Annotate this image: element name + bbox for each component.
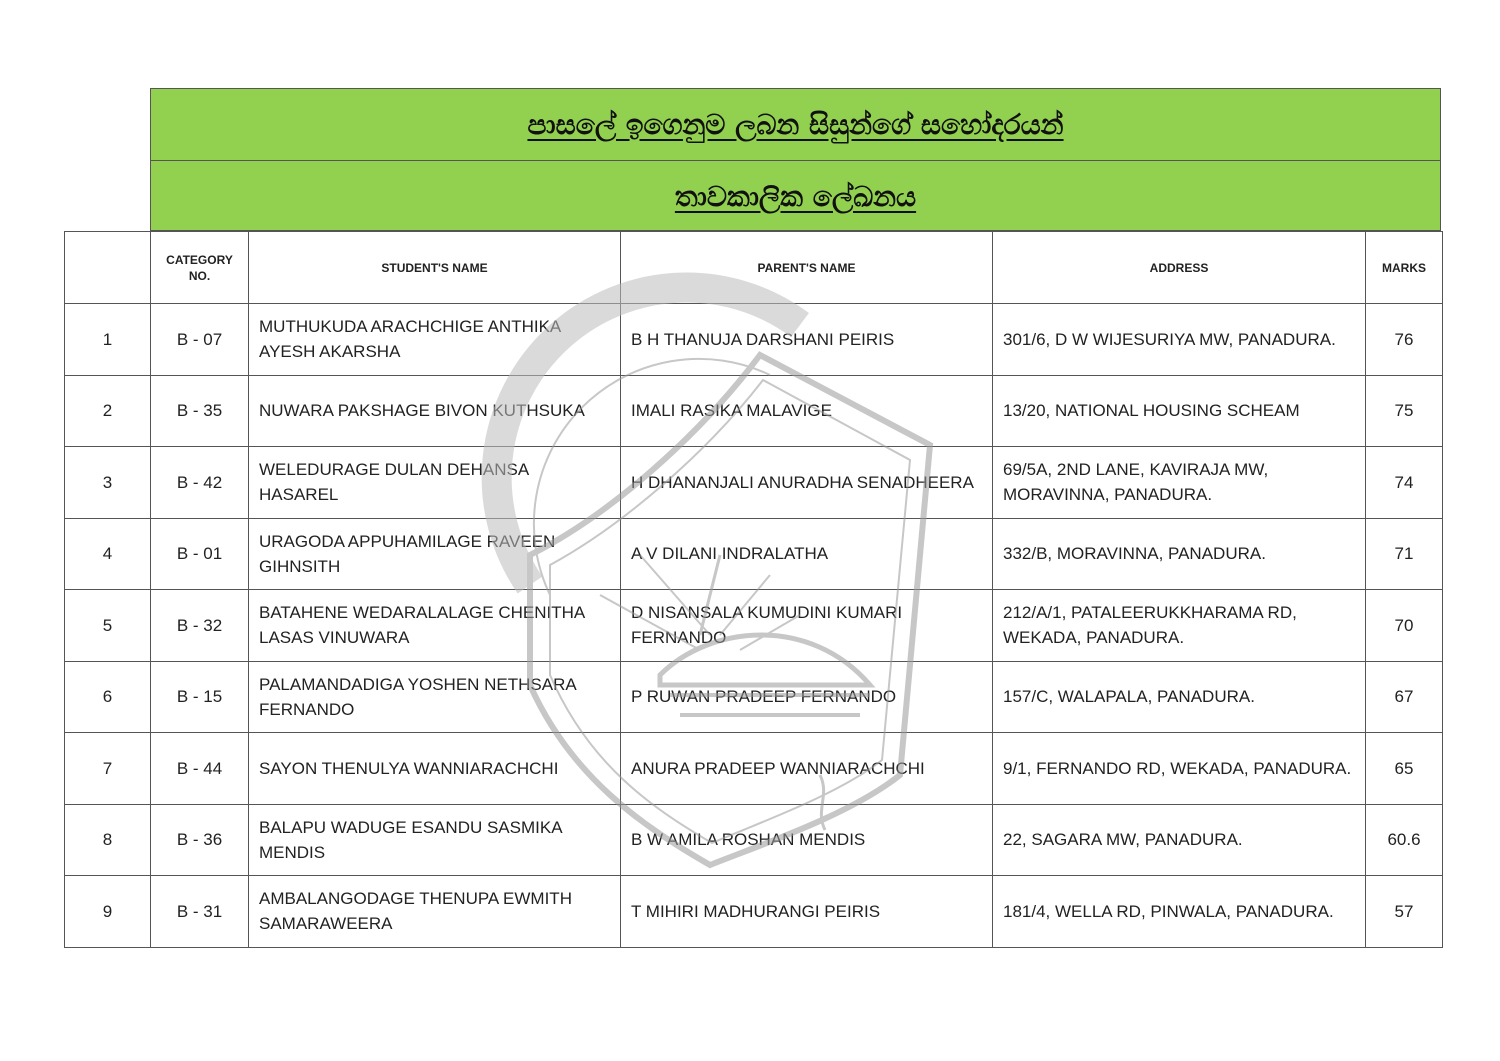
parent-name: H DHANANJALI ANURADHA SENADHEERA — [621, 447, 993, 519]
parent-name: B H THANUJA DARSHANI PEIRIS — [621, 304, 993, 376]
row-number: 4 — [65, 518, 151, 590]
row-number: 3 — [65, 447, 151, 519]
student-name: BALAPU WADUGE ESANDU SASMIKA MENDIS — [249, 804, 621, 876]
marks: 65 — [1366, 733, 1443, 805]
parent-name: A V DILANI INDRALATHA — [621, 518, 993, 590]
table-row — [65, 590, 1443, 662]
marks: 60.6 — [1366, 804, 1443, 876]
marks: 71 — [1366, 518, 1443, 590]
row-number: 9 — [65, 876, 151, 948]
table-row — [65, 375, 1443, 447]
address: 69/5A, 2ND LANE, KAVIRAJA MW, MORAVINNA, PANADURA. — [993, 447, 1366, 519]
address: 13/20, NATIONAL HOUSING SCHEAM — [993, 375, 1366, 447]
parent-name: P RUWAN PRADEEP FERNANDO — [621, 661, 993, 733]
student-name: AMBALANGODAGE THENUPA EWMITH SAMARAWEERA — [249, 876, 621, 948]
category-no: B - 01 — [151, 518, 249, 590]
page-title: පාසලේ ඉගෙනුම ලබන සිසුන්ගේ සහෝදරයන් — [527, 107, 1064, 141]
student-name: BATAHENE WEDARALALAGE CHENITHA LASAS VINUWARA — [249, 590, 621, 662]
category-no: B - 07 — [151, 304, 249, 376]
category-no: B - 36 — [151, 804, 249, 876]
category-no: B - 35 — [151, 375, 249, 447]
student-name: PALAMANDADIGA YOSHEN NETHSARA FERNANDO — [249, 661, 621, 733]
address: 9/1, FERNANDO RD, WEKADA, PANADURA. — [993, 733, 1366, 805]
header-category-no: CATEGORY NO. — [151, 232, 249, 304]
table-row — [65, 447, 1443, 519]
row-number: 5 — [65, 590, 151, 662]
table-row — [65, 518, 1443, 590]
marks: 76 — [1366, 304, 1443, 376]
header-parent-name: PARENT'S NAME — [621, 232, 993, 304]
parent-name: B W AMILA ROSHAN MENDIS — [621, 804, 993, 876]
marks: 74 — [1366, 447, 1443, 519]
parent-name: IMALI RASIKA MALAVIGE — [621, 375, 993, 447]
table-row — [65, 804, 1443, 876]
table-header-row — [65, 232, 1443, 304]
parent-name: D NISANSALA KUMUDINI KUMARI FERNANDO — [621, 590, 993, 662]
address: 212/A/1, PATALEERUKKHARAMA RD, WEKADA, PANADURA. — [993, 590, 1366, 662]
header-banner — [150, 88, 1441, 231]
address: 332/B, MORAVINNA, PANADURA. — [993, 518, 1366, 590]
category-no: B - 15 — [151, 661, 249, 733]
header-address: ADDRESS — [993, 232, 1366, 304]
table-row — [65, 876, 1443, 948]
student-list-table — [64, 231, 1443, 948]
row-number: 6 — [65, 661, 151, 733]
student-name: SAYON THENULYA WANNIARACHCHI — [249, 733, 621, 805]
marks: 70 — [1366, 590, 1443, 662]
table-row — [65, 733, 1443, 805]
address: 22, SAGARA MW, PANADURA. — [993, 804, 1366, 876]
header-marks: MARKS — [1366, 232, 1443, 304]
marks: 57 — [1366, 876, 1443, 948]
category-no: B - 31 — [151, 876, 249, 948]
row-number: 8 — [65, 804, 151, 876]
row-number: 7 — [65, 733, 151, 805]
page-subtitle: තාවකාලික ලේඛනය — [151, 160, 1440, 232]
header-row-number — [65, 232, 151, 304]
student-name: NUWARA PAKSHAGE BIVON KUTHSUKA — [249, 375, 621, 447]
parent-name: T MIHIRI MADHURANGI PEIRIS — [621, 876, 993, 948]
marks: 67 — [1366, 661, 1443, 733]
address: 157/C, WALAPALA, PANADURA. — [993, 661, 1366, 733]
address: 301/6, D W WIJESURIYA MW, PANADURA. — [993, 304, 1366, 376]
parent-name: ANURA PRADEEP WANNIARACHCHI — [621, 733, 993, 805]
category-no: B - 44 — [151, 733, 249, 805]
header-student-name: STUDENT'S NAME — [249, 232, 621, 304]
student-name: MUTHUKUDA ARACHCHIGE ANTHIKA AYESH AKARSHA — [249, 304, 621, 376]
row-number: 1 — [65, 304, 151, 376]
marks: 75 — [1366, 375, 1443, 447]
category-no: B - 42 — [151, 447, 249, 519]
student-name: WELEDURAGE DULAN DEHANSA HASAREL — [249, 447, 621, 519]
table-row — [65, 661, 1443, 733]
student-name: URAGODA APPUHAMILAGE RAVEEN GIHNSITH — [249, 518, 621, 590]
category-no: B - 32 — [151, 590, 249, 662]
table-row — [65, 304, 1443, 376]
row-number: 2 — [65, 375, 151, 447]
address: 181/4, WELLA RD, PINWALA, PANADURA. — [993, 876, 1366, 948]
